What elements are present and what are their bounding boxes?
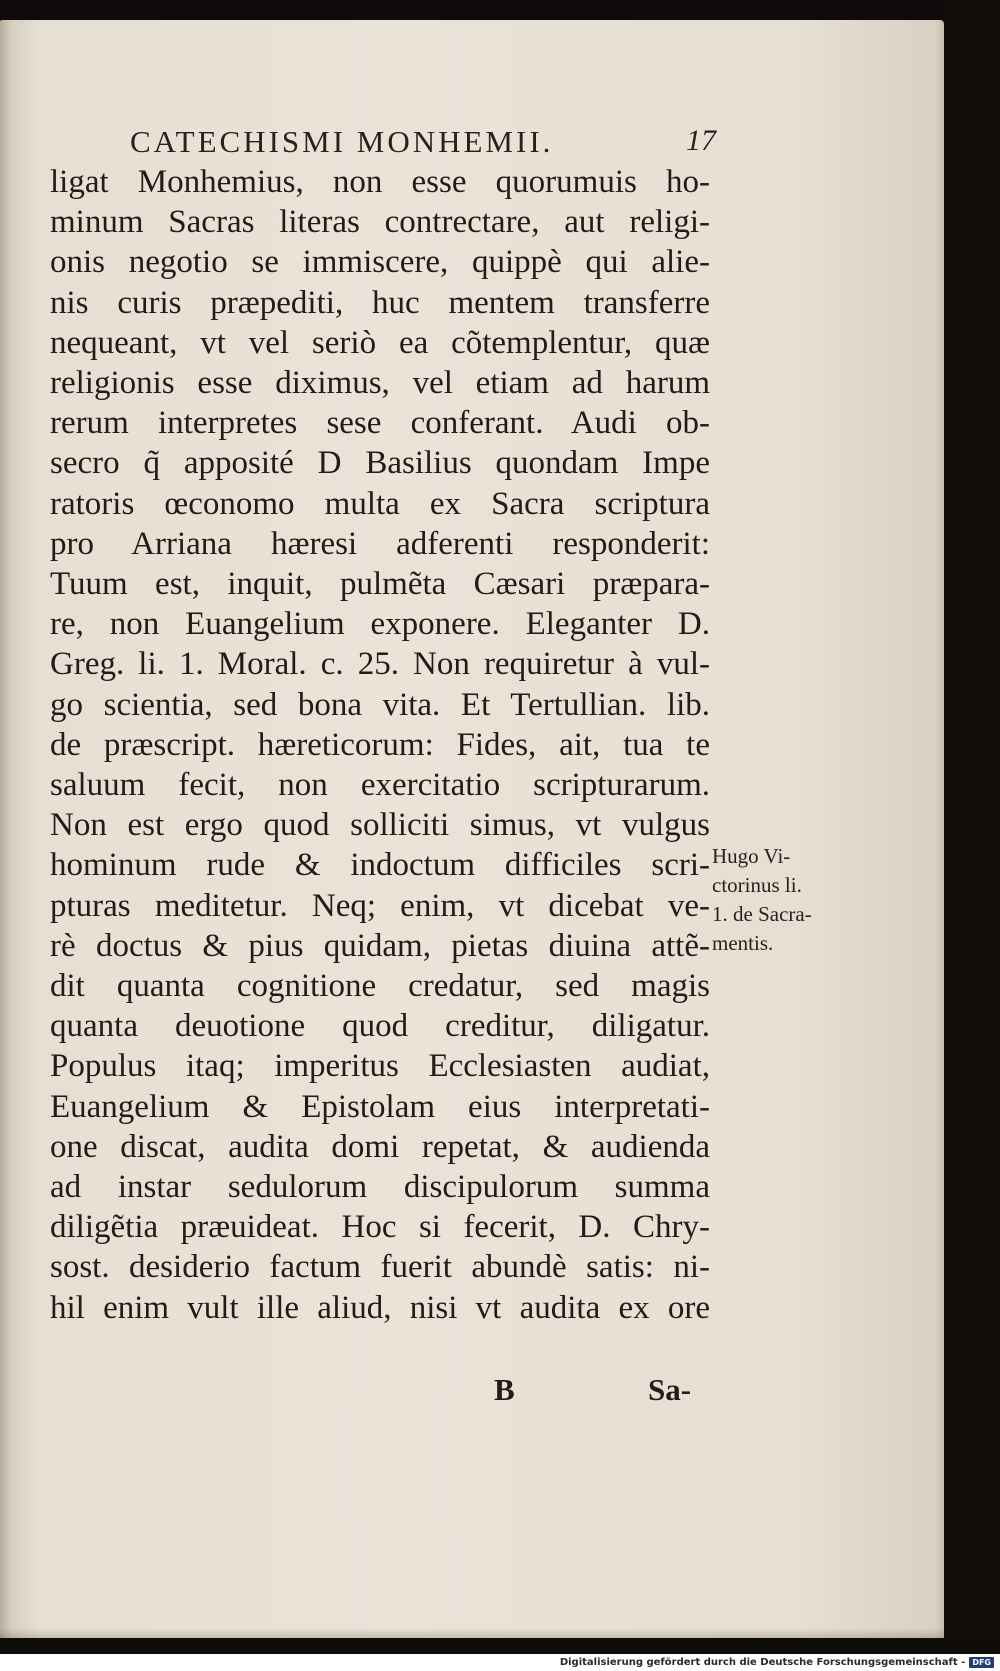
catchword: Sa- — [648, 1372, 692, 1407]
scan-top-border — [0, 0, 1000, 22]
text-line: ligat Monhemius, non esse quorumuis ho- — [50, 164, 710, 200]
text-line: saluum fecit, non exercitatio scripturarum. — [50, 767, 710, 804]
marginal-note-line: ctorinus li. — [712, 873, 802, 897]
text-line: Populus itaq; imperitus Ecclesiasten audiat, — [50, 1048, 710, 1085]
marginal-note — [712, 842, 862, 958]
text-line: diligẽtia præuideat. Hoc si fecerit, D. Chry- — [50, 1209, 710, 1246]
text-line: nis curis præpediti, huc mentem transferre — [50, 284, 710, 321]
main-text-block — [50, 162, 710, 1328]
text-line: pro Arriana hæresi adferenti responderit: — [50, 525, 710, 562]
text-line: minum Sacras literas contrectare, aut religi- — [50, 204, 710, 241]
text-line: rerum interpretes sese conferant. Audi ob- — [50, 405, 710, 442]
scan-bottom-border — [0, 1638, 1000, 1654]
text-line: Non est ergo quod solliciti simus, vt vulgus — [50, 807, 710, 844]
text-line: Greg. li. 1. Moral. c. 25. Non requiretur à vul- — [50, 646, 710, 683]
text-line: ad instar sedulorum discipulorum summa — [50, 1169, 710, 1206]
text-line: go scientia, sed bona vita. Et Tertullian. lib. — [50, 686, 710, 723]
text-line: sost. desiderio factum fuerit abundè satis: ni- — [50, 1249, 710, 1286]
text-line: religionis esse diximus, vel etiam ad harum — [50, 365, 710, 402]
footer-credit-text: Digitalisierung gefördert durch die Deutsche Forschungsgemeinschaft - — [559, 1657, 966, 1668]
text-line: re, non Euangelium exponere. Eleganter D. — [50, 606, 710, 643]
signature-mark: B — [494, 1372, 515, 1407]
text-line: dit quanta cognitione credatur, sed magis — [50, 968, 710, 1005]
dfg-logo-icon: DFG — [969, 1657, 994, 1668]
text-line: quanta deuotione quod creditur, diligatur. — [50, 1008, 710, 1045]
text-line: de præscript. hæreticorum: Fides, ait, tua te — [50, 726, 710, 763]
page-number: 17 — [686, 124, 716, 157]
text-line: hil enim vult ille aliud, nisi vt audita ex ore — [50, 1289, 710, 1326]
text-line: secro q̃ apposité D Basilius quondam Impe — [50, 445, 710, 482]
scan-right-border — [944, 0, 1000, 1671]
text-line: ratoris œconomo multa ex Sacra scriptura — [50, 485, 710, 522]
text-line: pturas meditetur. Neq; enim, vt dicebat ve- — [50, 887, 710, 924]
text-line: nequeant, vt vel seriò ea cõtemplentur, quæ — [50, 324, 710, 361]
digitization-footer — [0, 1654, 1000, 1671]
text-line: rè doctus & pius quidam, pietas diuina attẽ- — [50, 927, 710, 964]
text-line: hominum rude & indoctum difficiles scri- — [50, 847, 710, 884]
text-line: Euangelium & Epistolam eius interpretati- — [50, 1088, 710, 1125]
marginal-note-line: mentis. — [712, 931, 774, 955]
text-line: onis negotio se immiscere, quippè qui alie- — [50, 244, 710, 281]
text-line: one discat, audita domi repetat, & audienda — [50, 1128, 710, 1165]
text-line: Tuum est, inquit, pulmẽta Cæsari præpara- — [50, 566, 710, 603]
marginal-note-line: 1. de Sacra- — [712, 902, 812, 926]
marginal-note-line: Hugo Vi- — [712, 844, 791, 868]
book-page — [0, 20, 944, 1640]
running-head: CATECHISMI MONHEMII. — [130, 124, 554, 159]
